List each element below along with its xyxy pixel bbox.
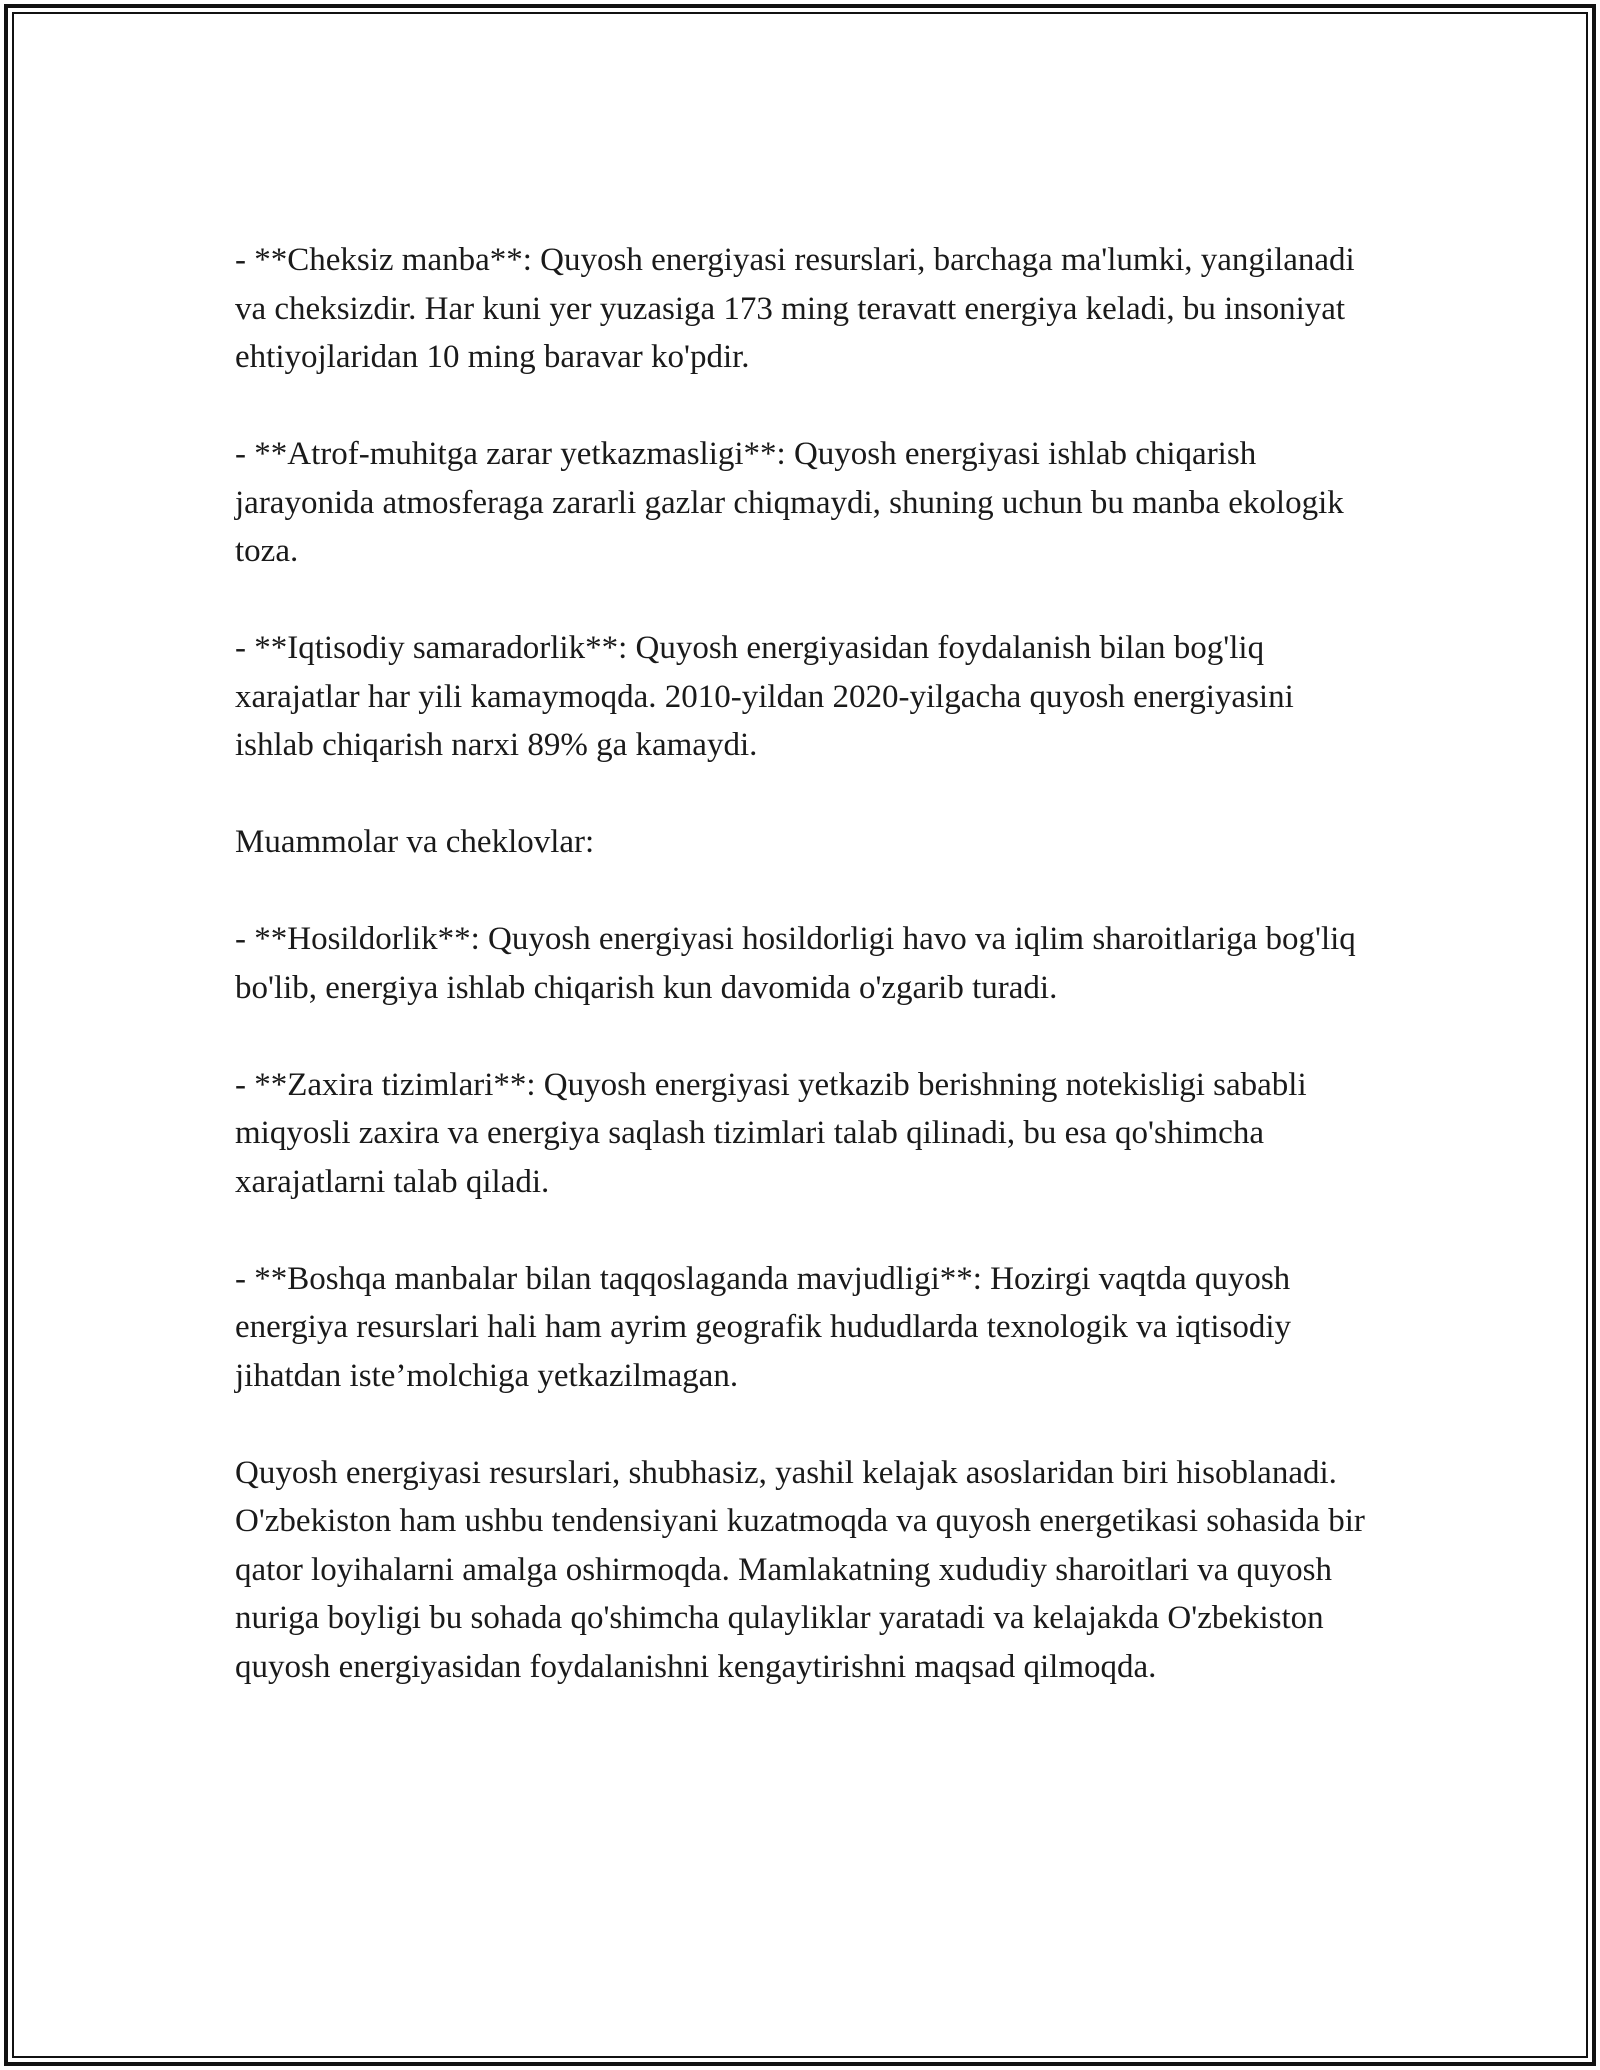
section-heading-muammolar: Muammolar va cheklovlar: [235, 824, 595, 860]
paragraph-boshqa-manbalar: - **Boshqa manbalar bilan taqqoslaganda mavjudligi**: Hozirgi vaqtda quyosh energiya resurslari hali ham ayrim geografik hududlarda texnologik va iqtisodiy jihatdan iste’molchiga yetkazilmagan. [235, 1260, 1292, 1394]
paragraph-hosildorlik: - **Hosildorlik**: Quyosh energiyasi hosildorligi havo va iqlim sharoitlariga bog'liq bo'lib, energiya ishlab chiqarish kun davomida o'zgarib turadi. [235, 921, 1356, 1006]
paragraph-cheksiz-manba: - **Cheksiz manba**: Quyosh energiyasi resurslari, barchaga ma'lumki, yangilanadi va cheksizdir. Har kuni yer yuzasiga 173 ming teravatt energiya keladi, bu insoniyat ehtiyojlaridan 10 ming baravar ko'pdir. [235, 242, 1355, 375]
paragraph-zaxira-tizimlari: - **Zaxira tizimlari**: Quyosh energiyasi yetkazib berishning notekisligi sababli miqyosli zaxira va energiya saqlash tizimlari talab qilinadi, bu esa qo'shimcha xarajatlarni talab qiladi. [235, 1066, 1307, 1200]
paragraph-conclusion: Quyosh energiyasi resurslari, shubhasiz, yashil kelajak asoslaridan biri hisoblanadi. O'zbekiston ham ushbu tendensiyani kuzatmoqda va quyosh energetikasi sohasida bir qator loyihalarni amalga oshirmoqda. Mamlakatning xududiy sharoitlari va quyosh nuriga boyligi bu sohada qo'shimcha qulayliklar yaratadi va kelajakda O'zbekiston quyosh energiyasidan foydalanishni kengaytirishni maqsad qilmoqda. [235, 1454, 1365, 1685]
document-body [235, 236, 1375, 1691]
paragraph-iqtisodiy-samaradorlik: - **Iqtisodiy samaradorlik**: Quyosh energiyasidan foydalanish bilan bog'liq xarajatlar har yili kamaymoqda. 2010-yildan 2020-yilgacha quyosh energiyasini ishlab chiqarish narxi 89% ga kamaydi. [235, 630, 1294, 763]
paragraph-atrof-muhit: - **Atrof-muhitga zarar yetkazmasligi**: Quyosh energiyasi ishlab chiqarish jarayonida atmosferaga zararli gazlar chiqmaydi, shuning uchun bu manba ekologik toza. [235, 436, 1344, 569]
